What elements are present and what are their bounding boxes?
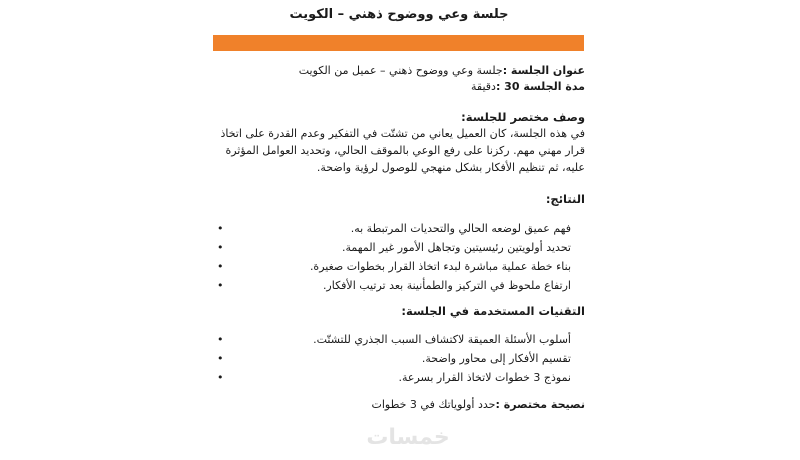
list-item: • فهم عميق لوضعه الحالي والتحديات المرتبطة به. bbox=[231, 219, 571, 238]
session-title-label: عنوان الجلسة : bbox=[502, 64, 585, 77]
tip-value: حدد أولوياتك في 3 خطوات bbox=[371, 398, 496, 411]
bullet-icon: • bbox=[217, 279, 224, 292]
list-item: • بناء خطة عملية مباشرة لبدء اتخاذ القرار بخطوات صغيرة. bbox=[231, 257, 571, 276]
techniques-heading: التقنيات المستخدمة في الجلسة: bbox=[401, 304, 585, 318]
duration-label: مدة الجلسة 30 : bbox=[495, 80, 585, 93]
summary-line: في هذه الجلسة، كان العميل يعاني من تشتّت في التفكير وعدم القدرة على اتخاذ bbox=[220, 127, 585, 140]
bullet-icon: • bbox=[217, 260, 224, 273]
orange-divider-bar bbox=[213, 35, 584, 51]
session-title-line bbox=[213, 63, 585, 79]
tip-line bbox=[213, 397, 585, 413]
session-title-value: جلسة وعي ووضوح ذهني – عميل من الكويت bbox=[298, 64, 503, 77]
techniques-list bbox=[217, 330, 585, 387]
list-item: • نموذج 3 خطوات لاتخاذ القرار بسرعة. bbox=[231, 368, 571, 387]
document-title: جلسة وعي ووضوح ذهني – الكويت bbox=[289, 7, 509, 22]
results-list bbox=[217, 219, 585, 295]
watermark-logo: خمسات bbox=[366, 425, 450, 450]
summary-line: عليه، ثم تنظيم الأفكار بشكل منهجي للوصول لرؤية واضحة. bbox=[316, 161, 585, 174]
results-heading: النتائج: bbox=[545, 192, 585, 206]
list-item: • ارتفاع ملحوظ في التركيز والطمأنينة بعد ترتيب الأفكار. bbox=[231, 276, 571, 295]
list-item: • تحديد أولويتين رئيسيتين وتجاهل الأمور غير المهمة. bbox=[231, 238, 571, 257]
bullet-icon: • bbox=[217, 241, 224, 254]
list-item: • أسلوب الأسئلة العميقة لاكتشاف السبب الجذري للتشتّت. bbox=[231, 330, 571, 349]
duration-value: دقيقة bbox=[470, 80, 496, 93]
summary-heading: وصف مختصر للجلسة: bbox=[461, 110, 585, 124]
tip-label: نصيحة مختصرة : bbox=[495, 398, 585, 411]
list-item: • تقسيم الأفكار إلى محاور واضحة. bbox=[231, 349, 571, 368]
bullet-icon: • bbox=[217, 352, 224, 365]
document-page bbox=[213, 0, 585, 460]
summary-line: قرار مهني مهم. ركزنا على رفع الوعي بالموقف الحالي، وتحديد العوامل المؤثرة bbox=[225, 144, 585, 157]
bullet-icon: • bbox=[217, 222, 224, 235]
bullet-icon: • bbox=[217, 333, 224, 346]
bullet-icon: • bbox=[217, 371, 224, 384]
duration-line bbox=[213, 79, 585, 95]
summary-paragraph bbox=[217, 125, 585, 176]
